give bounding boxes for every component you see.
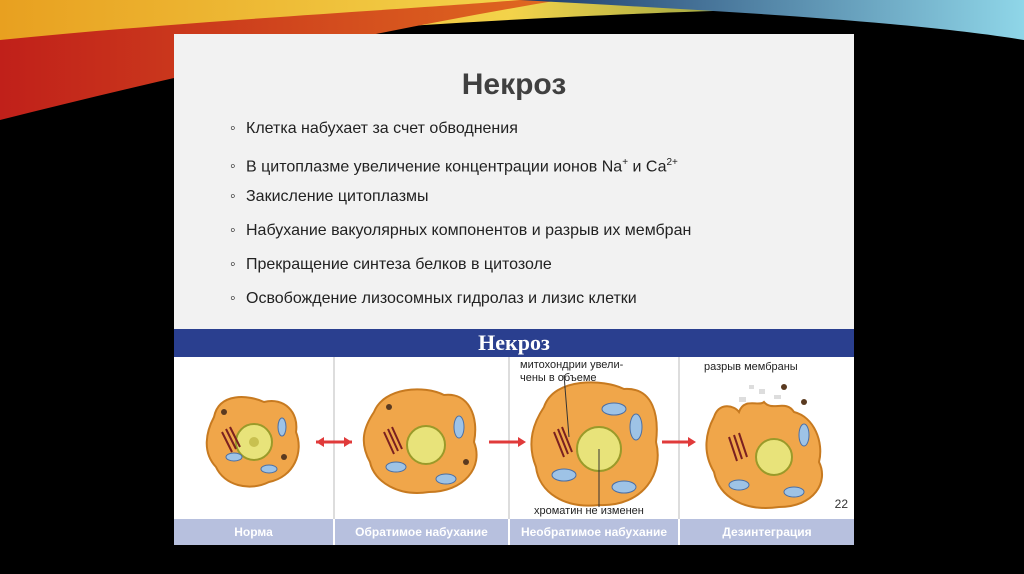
bullet-item: ◦ Закисление цитоплазмы [230,186,691,220]
stage-label-disintegration: Дезинтеграция [680,519,854,545]
bullet-item: ◦ Набухание вакуолярных компонентов и разрыв их мембран [230,220,691,254]
bullet-circle-icon: ◦ [230,188,236,205]
necrosis-figure [174,329,854,545]
membrane-annotation: разрыв мембраны [704,361,798,373]
arrow-icon [489,437,526,447]
bullet-item: ◦ Клетка набухает за счет обводнения [230,118,691,152]
slide-card [174,34,854,545]
normal-cell [207,397,299,487]
bullet-item: ◦ Освобождение лизосомных гидролаз и лизис клетки [230,288,691,322]
bullet-circle-icon: ◦ [230,120,236,137]
bullet-item: ◦ Прекращение синтеза белков в цитозоле [230,254,691,288]
slide-title: Некроз [461,68,567,101]
bullet-circle-icon: ◦ [230,158,236,176]
bullet-circle-icon: ◦ [230,290,236,307]
stage-label-irreversible: Необратимое набухание [510,519,678,545]
bullet-circle-icon: ◦ [230,256,236,273]
bullet-circle-icon: ◦ [230,222,236,239]
stage-label-normal: Норма [174,519,333,545]
cell-stages-illustration [174,357,854,519]
stage-label-reversible: Обратимое набухание [335,519,508,545]
disintegrating-cell [706,384,822,508]
bullet-item: ◦ В цитоплазме увеличение концентрации ионов Na+ и $Са^{2+}$ [230,152,691,186]
bullet-list [230,118,691,322]
irreversible-swollen-cell [531,375,657,507]
mitochondria-annotation: митохондрии увели- чены в объеме [520,359,624,384]
page-number: 22 [834,497,848,511]
chromatin-annotation: хроматин не изменен [534,505,644,517]
stage-labels [174,519,854,545]
swollen-cell [364,389,477,493]
figure-banner: Некроз [174,329,854,357]
